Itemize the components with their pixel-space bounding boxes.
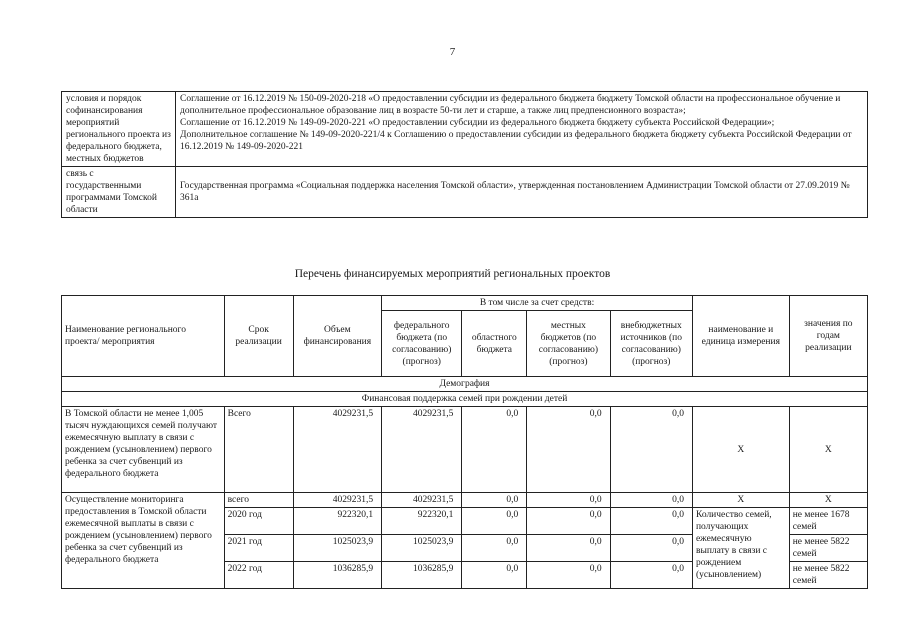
- year-2021-federal: 1025023,9: [382, 535, 462, 562]
- page-number: 7: [449, 46, 456, 58]
- header-term: Срок реализации: [224, 296, 293, 377]
- row2-total-unit: Х: [692, 493, 789, 508]
- agreement-line-3: Дополнительное соглашение № 149-09-2020-221/4 к Соглашению о предоставлении субсидии из федерального бюджета бюджету субъекта Российской Федерации от 16.12.2019 № 149-09-2020-221: [180, 130, 852, 152]
- row1-federal: 4029231,5: [382, 407, 462, 493]
- year-2022-regional: 0,0: [462, 562, 527, 589]
- info-value-programs: Государственная программа «Социальная поддержка населения Томской области», утвержденная постановлением Администрации Томской области от 27.09.2019 № 361а: [176, 167, 868, 218]
- financing-table: [61, 295, 868, 589]
- year-2022-value: не менее 5822 семей: [789, 562, 867, 589]
- info-value-cofinancing: [176, 92, 868, 167]
- row2-name: Осуществление мониторинга предоставления в Томской области ежемесячной выплаты в связи с рождением (усыновлением) первого ребенка за счет субвенций из федерального бюджета: [62, 493, 225, 589]
- row2-total-regional: 0,0: [462, 493, 527, 508]
- row1-extra: 0,0: [610, 407, 692, 493]
- year-2021-value: не менее 5822 семей: [789, 535, 867, 562]
- header-including: В том числе за счет средств:: [382, 296, 693, 311]
- row1-local: 0,0: [527, 407, 610, 493]
- year-2021-local: 0,0: [527, 535, 610, 562]
- row1-volume: 4029231,5: [293, 407, 382, 493]
- header-volume: Объем финансирования: [293, 296, 382, 377]
- year-2020-term: 2020 год: [224, 508, 293, 535]
- year-2021-term: 2021 год: [224, 535, 293, 562]
- header-regional: областного бюджета: [462, 311, 527, 377]
- section-row-support: [62, 392, 868, 407]
- year-2022-extra: 0,0: [610, 562, 692, 589]
- year-2020-local: 0,0: [527, 508, 610, 535]
- header-values: значения по годам реализации: [789, 296, 867, 377]
- table-row: [62, 407, 868, 493]
- header-federal: федерального бюджета (по согласованию) (прогноз): [382, 311, 462, 377]
- year-2021-regional: 0,0: [462, 535, 527, 562]
- row1-regional: 0,0: [462, 407, 527, 493]
- table-caption: Перечень финансируемых мероприятий региональных проектов: [294, 268, 611, 280]
- year-2022-term: 2022 год: [224, 562, 293, 589]
- section-row-demography: [62, 377, 868, 392]
- table-row: [62, 493, 868, 508]
- row2-total-extra: 0,0: [610, 493, 692, 508]
- agreement-line-1: Соглашение от 16.12.2019 № 150-09-2020-218 «О предоставлении субсидии из федерального бюджета бюджету Томской области на профессиональное обучение и дополнительное профессиональное образование лиц в возрасте 50-ти лет и старше, а также лиц предпенсионного возраста»;: [180, 94, 841, 116]
- project-info-table: [61, 91, 868, 218]
- info-row-programs: [62, 167, 868, 218]
- row2-unit-text: Количество семей, получающих ежемесячную выплату в связи с рождением (усыновлением): [692, 508, 789, 589]
- year-2022-volume: 1036285,9: [293, 562, 382, 589]
- header-row-1: [62, 296, 868, 311]
- info-label-programs: связь с государственными программами Томской области: [62, 167, 176, 218]
- row2-total-volume: 4029231,5: [293, 493, 382, 508]
- year-2020-value: не менее 1678 семей: [789, 508, 867, 535]
- year-2020-federal: 922320,1: [382, 508, 462, 535]
- year-2022-local: 0,0: [527, 562, 610, 589]
- row2-total-value: Х: [789, 493, 867, 508]
- year-2020-volume: 922320,1: [293, 508, 382, 535]
- header-unit: наименование и единица измерения: [692, 296, 789, 377]
- year-2021-extra: 0,0: [610, 535, 692, 562]
- row2-total-local: 0,0: [527, 493, 610, 508]
- row2-total-term: всего: [224, 493, 293, 508]
- header-name: Наименование регионального проекта/ мероприятия: [62, 296, 225, 377]
- row1-name: В Томской области не менее 1,005 тысяч нуждающихся семей получают ежемесячную выплату в связи с рождением (усыновлением) первого ребенка за счет субвенций из федерального бюджета: [62, 407, 225, 493]
- header-local: местных бюджетов (по согласованию) (прогноз): [527, 311, 610, 377]
- row1-term: Всего: [224, 407, 293, 493]
- agreement-line-2: Соглашение от 16.12.2019 № 149-09-2020-221 «О предоставлении субсидии из федерального бюджета бюджету субъекта Российской Федерации»;: [180, 118, 775, 128]
- row1-unit: Х: [692, 407, 789, 493]
- row2-total-federal: 4029231,5: [382, 493, 462, 508]
- info-label-cofinancing: условия и порядок софинансирования мероприятий регионального проекта из федерального бюджета, местных бюджетов: [62, 92, 176, 167]
- info-row-cofinancing: [62, 92, 868, 167]
- year-2022-federal: 1036285,9: [382, 562, 462, 589]
- year-2021-volume: 1025023,9: [293, 535, 382, 562]
- section-demography: Демография: [62, 377, 868, 392]
- header-extra: внебюджетных источников (по согласованию) (прогноз): [610, 311, 692, 377]
- year-2020-extra: 0,0: [610, 508, 692, 535]
- section-family-support: Финансовая поддержка семей при рождении детей: [62, 392, 868, 407]
- year-2020-regional: 0,0: [462, 508, 527, 535]
- row1-value: Х: [789, 407, 867, 493]
